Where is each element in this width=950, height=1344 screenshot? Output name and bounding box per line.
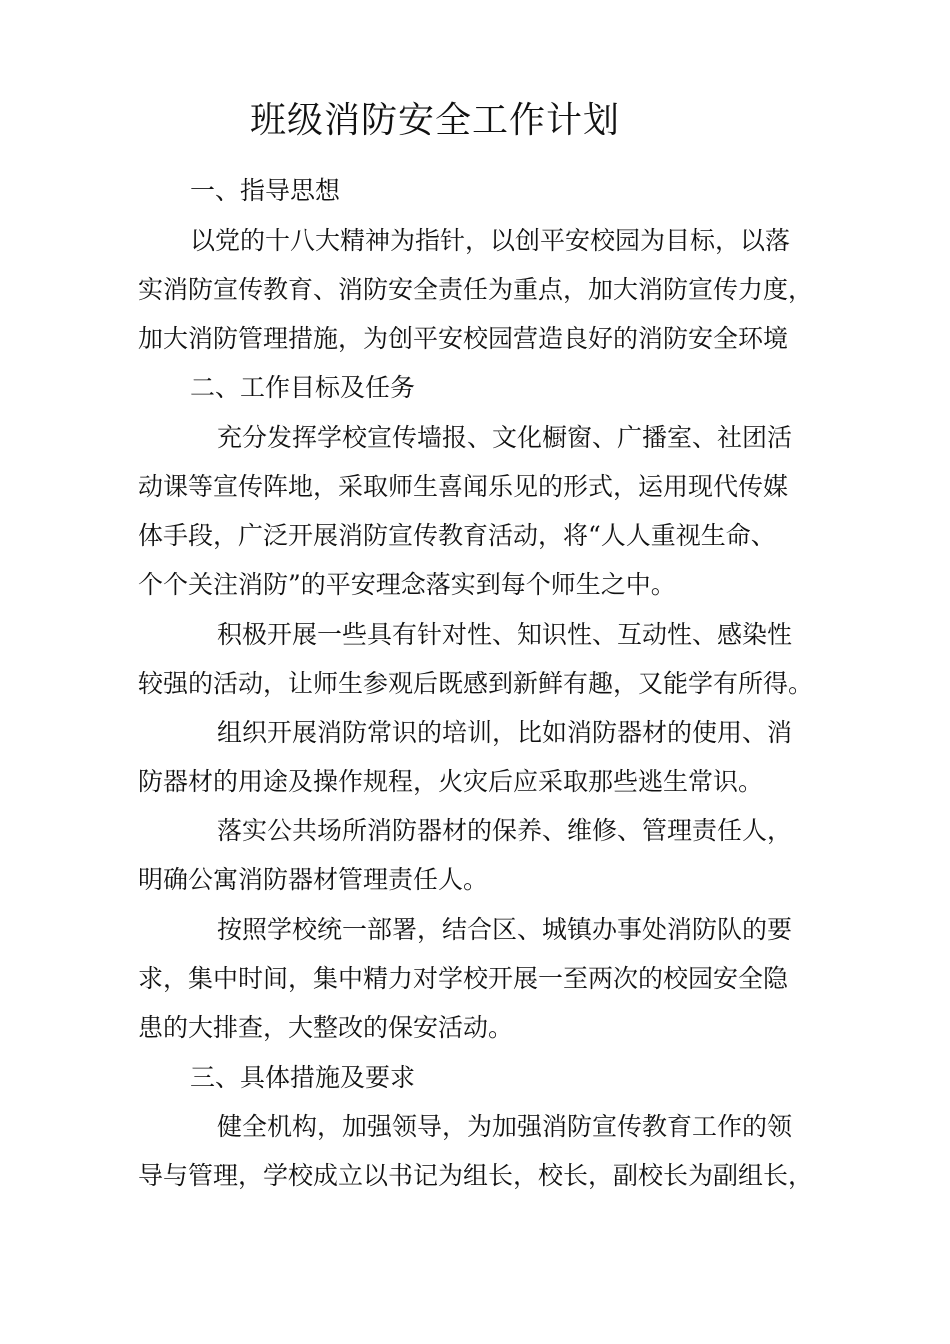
paragraph-line: 防器材的用途及操作规程，火灾后应采取那些逃生常识。 xyxy=(138,767,764,796)
section-heading-3: 三、具体措施及要求 xyxy=(190,1063,416,1092)
document-title: 班级消防安全工作计划 xyxy=(250,100,621,141)
paragraph-line: 患的大排查，大整改的保安活动。 xyxy=(138,1013,514,1042)
paragraph-line: 落实公共场所消防器材的保养、维修、管理责任人， xyxy=(217,816,793,845)
paragraph-line: 求，集中时间，集中精力对学校开展一至两次的校园安全隐 xyxy=(138,964,789,993)
paragraph-line: 组织开展消防常识的培训，比如消防器材的使用、消 xyxy=(217,718,793,747)
paragraph-line: 体手段，广泛开展消防宣传教育活动，将“人人重视生命、 xyxy=(138,521,776,550)
section-heading-2: 二、工作目标及任务 xyxy=(190,373,416,402)
paragraph-line: 以党的十八大精神为指针，以创平安校园为目标，以落 xyxy=(190,226,791,255)
section-heading-1: 一、指导思想 xyxy=(190,176,341,205)
paragraph-line: 明确公寓消防器材管理责任人。 xyxy=(138,865,489,894)
paragraph-line: 健全机构，加强领导，为加强消防宣传教育工作的领 xyxy=(217,1112,793,1141)
paragraph-line: 较强的活动，让师生参观后既感到新鲜有趣，又能学有所得。 xyxy=(138,669,814,698)
paragraph-line: 加大消防管理措施，为创平安校园营造良好的消防安全环境 xyxy=(138,324,789,353)
paragraph-line: 个个关注消防”的平安理念落实到每个师生之中。 xyxy=(138,570,676,599)
paragraph-line: 充分发挥学校宣传墙报、文化橱窗、广播室、社团活 xyxy=(217,423,793,452)
paragraph-line: 按照学校统一部署，结合区、城镇办事处消防队的要 xyxy=(217,915,793,944)
paragraph-line: 积极开展一些具有针对性、知识性、互动性、感染性 xyxy=(217,620,793,649)
paragraph-line: 实消防宣传教育、消防安全责任为重点，加大消防宣传力度， xyxy=(138,275,814,304)
paragraph-line: 导与管理，学校成立以书记为组长，校长，副校长为副组长， xyxy=(138,1161,814,1190)
paragraph-line: 动课等宣传阵地，采取师生喜闻乐见的形式，运用现代传媒 xyxy=(138,472,789,501)
